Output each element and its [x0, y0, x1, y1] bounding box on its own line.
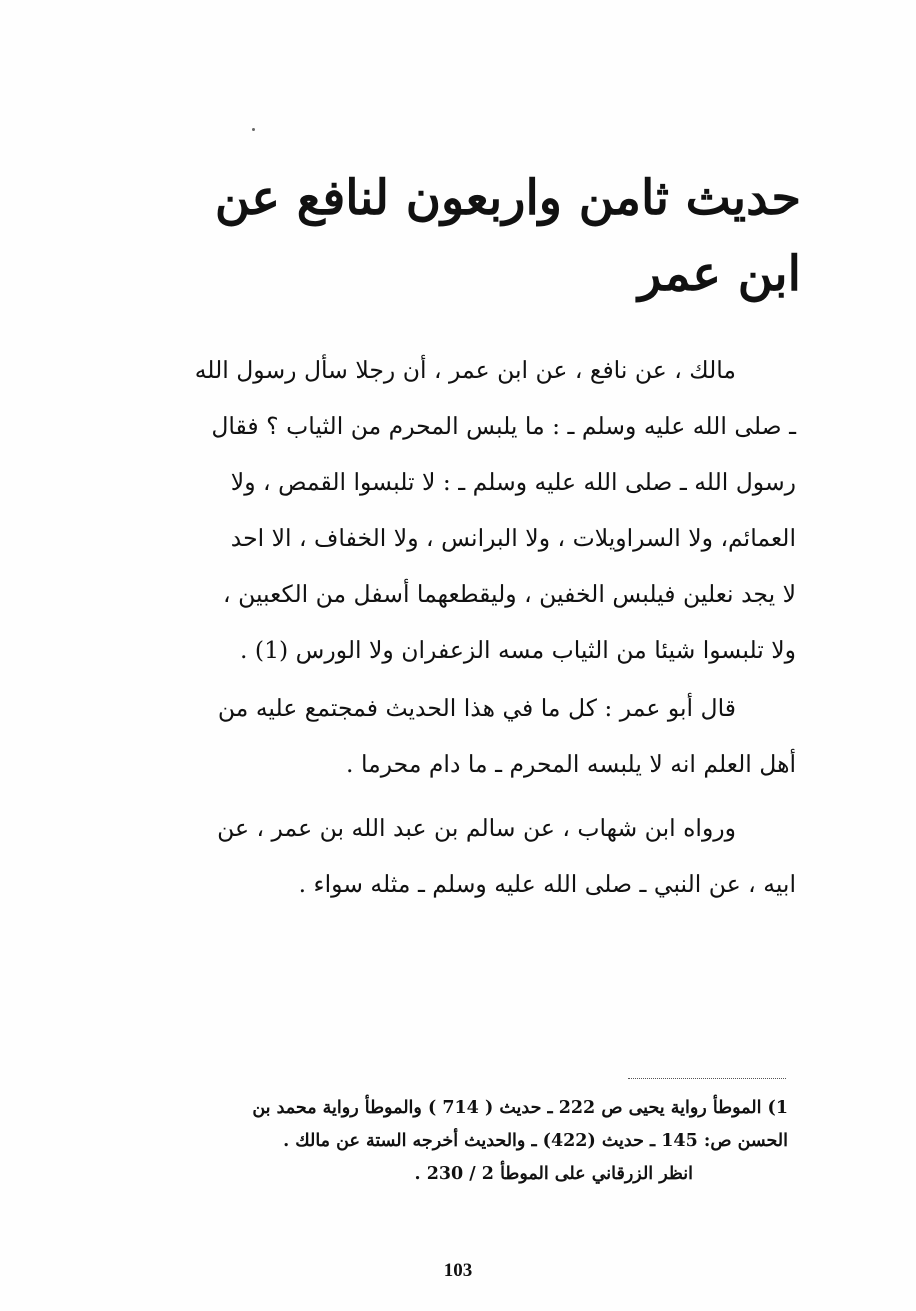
page-number: 103 — [443, 1260, 473, 1281]
footnote-line: الحسن ص: 145 ـ حديث (422) ـ والحديث أخرجه الستة عن مالك . — [283, 1131, 788, 1151]
text-line: ولا تلبسوا شيئا من الثياب مسه الزعفران ولا الورس (1) . — [239, 636, 796, 664]
text-line: رسول الله ـ صلى الله عليه وسلم ـ : لا تلبسوا القمص ، ولا — [230, 468, 796, 496]
footnote-line: 1) الموطأ رواية يحيى ص 222 ـ حديث ( 714 ) والموطأ رواية محمد بن — [252, 1098, 788, 1118]
heading-line-1: حديث ثامن واربعون لنافع عن — [214, 170, 801, 226]
text-line: أهل العلم انه لا يلبسه المحرم ـ ما دام محرما . — [346, 750, 796, 778]
footnote-line: انظر الزرقاني على الموطأ 2 / 230 . — [414, 1164, 693, 1184]
hadith-heading — [150, 160, 801, 312]
heading-line-2: ابن عمر — [638, 246, 801, 302]
text-line: العمائم، ولا السراويلات ، ولا البرانس ، ولا الخفاف ، الا احد — [230, 524, 796, 552]
text-line: ابيه ، عن النبي ـ صلى الله عليه وسلم ـ مثله سواء . — [298, 870, 796, 898]
paragraph-hadith-text — [155, 342, 796, 678]
paragraph-narration — [155, 800, 796, 912]
text-line: لا يجد نعلين فيلبس الخفين ، وليقطعهما أسفل من الكعبين ، — [223, 580, 796, 608]
scan-speck — [252, 128, 255, 131]
text-line: مالك ، عن نافع ، عن ابن عمر ، أن رجلا سأل رسول الله — [194, 356, 736, 384]
paragraph-commentary — [155, 680, 796, 792]
text-line: ورواه ابن شهاب ، عن سالم بن عبد الله بن عمر ، عن — [217, 814, 736, 842]
text-line: ـ صلى الله عليه وسلم ـ : ما يلبس المحرم من الثياب ؟ فقال — [211, 412, 796, 440]
footnotes — [145, 1092, 788, 1191]
text-line: قال أبو عمر : كل ما في هذا الحديث فمجتمع عليه من — [217, 694, 736, 722]
footnote-divider — [628, 1078, 786, 1079]
